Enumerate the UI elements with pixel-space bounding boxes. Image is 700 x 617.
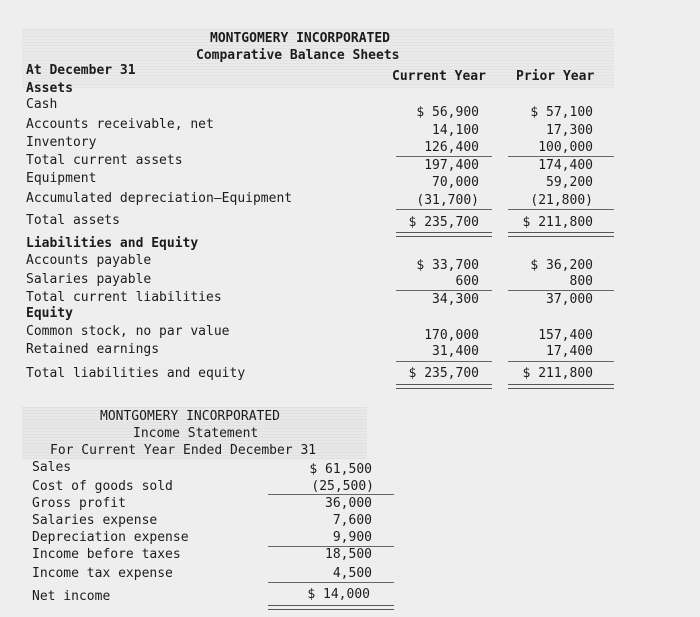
- tle-current-double-rule: [396, 384, 492, 389]
- tcl-current: 34,300: [432, 292, 479, 307]
- retained-earnings-current: 31,400: [432, 344, 479, 359]
- income-statement-period: For Current Year Ended December 31: [50, 443, 317, 458]
- is-value-income-before-taxes: 18,500: [325, 547, 372, 562]
- row-label-total-liab-equity: Total liabilities and equity: [26, 366, 246, 381]
- is-label-income-before-taxes: Income before taxes: [32, 547, 181, 562]
- is-value-depreciation-expense: 9,900: [332, 530, 372, 545]
- is-label-salaries-expense: Salaries expense: [32, 513, 158, 528]
- retained-earnings-prior-rule: [508, 361, 614, 362]
- is-value-sales: $ 61,500: [309, 462, 372, 477]
- row-label-inventory: Inventory: [26, 135, 97, 150]
- col-prior-year: Prior Year: [516, 69, 595, 84]
- retained-earnings-current-rule: [396, 361, 492, 362]
- tle-current: $ 235,700: [408, 366, 479, 381]
- total-assets-current-double-rule: [396, 232, 492, 237]
- row-label-salaries-payable: Salaries payable: [26, 272, 152, 287]
- row-label-equipment: Equipment: [26, 171, 97, 186]
- row-label-cash: Cash: [26, 97, 58, 112]
- common-stock-current: 170,000: [424, 328, 479, 343]
- ar-current: 14,100: [432, 123, 479, 138]
- income-statement-company: MONTGOMERY INCORPORATED: [100, 409, 281, 424]
- liabilities-heading: Liabilities and Equity: [26, 236, 199, 251]
- salaries-payable-prior-rule: [508, 290, 614, 291]
- net-income-double-rule: [268, 605, 394, 610]
- inventory-current-rule: [396, 156, 492, 157]
- total-assets-prior: $ 211,800: [522, 215, 593, 230]
- col-current-year: Current Year: [392, 69, 486, 84]
- ap-prior: $ 36,200: [530, 258, 593, 273]
- row-label-accum-dep: Accumulated depreciation—Equipment: [26, 191, 293, 206]
- is-label-gross-profit: Gross profit: [32, 496, 126, 511]
- cash-current: $ 56,900: [416, 105, 479, 120]
- salaries-payable-current: 600: [455, 274, 479, 289]
- total-assets-current: $ 235,700: [408, 215, 479, 230]
- accum-dep-current-rule: [396, 209, 492, 210]
- row-label-ap: Accounts payable: [26, 253, 152, 268]
- cash-prior: $ 57,100: [530, 105, 593, 120]
- equipment-current: 70,000: [432, 175, 479, 190]
- tle-prior: $ 211,800: [522, 366, 593, 381]
- is-label-income-tax-expense: Income tax expense: [32, 566, 173, 581]
- row-label-ar: Accounts receivable, net: [26, 117, 214, 132]
- tax-rule: [268, 582, 394, 583]
- ar-prior: 17,300: [546, 123, 593, 138]
- row-label-total-assets: Total assets: [26, 213, 120, 228]
- accum-dep-prior: (21,800): [530, 193, 593, 208]
- salaries-payable-prior: 800: [569, 274, 593, 289]
- ap-current: $ 33,700: [416, 258, 479, 273]
- is-label-sales: Sales: [32, 460, 72, 475]
- is-label-cogs: Cost of goods sold: [32, 479, 173, 494]
- salaries-payable-current-rule: [396, 290, 492, 291]
- row-label-total-current-liabilities: Total current liabilities: [26, 290, 222, 305]
- is-value-cogs: (25,500): [311, 479, 374, 494]
- is-label-net-income: Net income: [32, 589, 111, 604]
- accum-dep-prior-rule: [508, 209, 614, 210]
- balance-sheet-title: Comparative Balance Sheets: [196, 48, 400, 63]
- equipment-prior: 59,200: [546, 175, 593, 190]
- is-value-income-tax-expense: 4,500: [332, 566, 372, 581]
- inventory-prior-rule: [508, 156, 614, 157]
- is-label-depreciation-expense: Depreciation expense: [32, 530, 189, 545]
- common-stock-prior: 157,400: [538, 328, 593, 343]
- tle-prior-double-rule: [508, 384, 614, 389]
- income-statement-title: Income Statement: [133, 426, 259, 441]
- tcl-prior: 37,000: [546, 292, 593, 307]
- row-label-common-stock: Common stock, no par value: [26, 324, 230, 339]
- is-value-net-income: $ 14,000: [307, 587, 370, 602]
- accum-dep-current: (31,700): [416, 193, 479, 208]
- row-label-retained-earnings: Retained earnings: [26, 342, 160, 357]
- inventory-current: 126,400: [424, 140, 479, 155]
- balance-sheet-date: At December 31: [26, 63, 136, 78]
- inventory-prior: 100,000: [538, 140, 593, 155]
- tca-current: 197,400: [424, 158, 479, 173]
- is-value-salaries-expense: 7,600: [332, 513, 372, 528]
- balance-sheet-company: MONTGOMERY INCORPORATED: [210, 31, 391, 46]
- tca-prior: 174,400: [538, 158, 593, 173]
- assets-heading: Assets: [26, 81, 73, 96]
- is-value-gross-profit: 36,000: [325, 496, 372, 511]
- retained-earnings-prior: 17,400: [546, 344, 593, 359]
- cogs-rule: [268, 494, 394, 495]
- total-assets-prior-double-rule: [508, 232, 614, 237]
- row-label-total-current-assets: Total current assets: [26, 153, 183, 168]
- equity-heading: Equity: [26, 306, 73, 321]
